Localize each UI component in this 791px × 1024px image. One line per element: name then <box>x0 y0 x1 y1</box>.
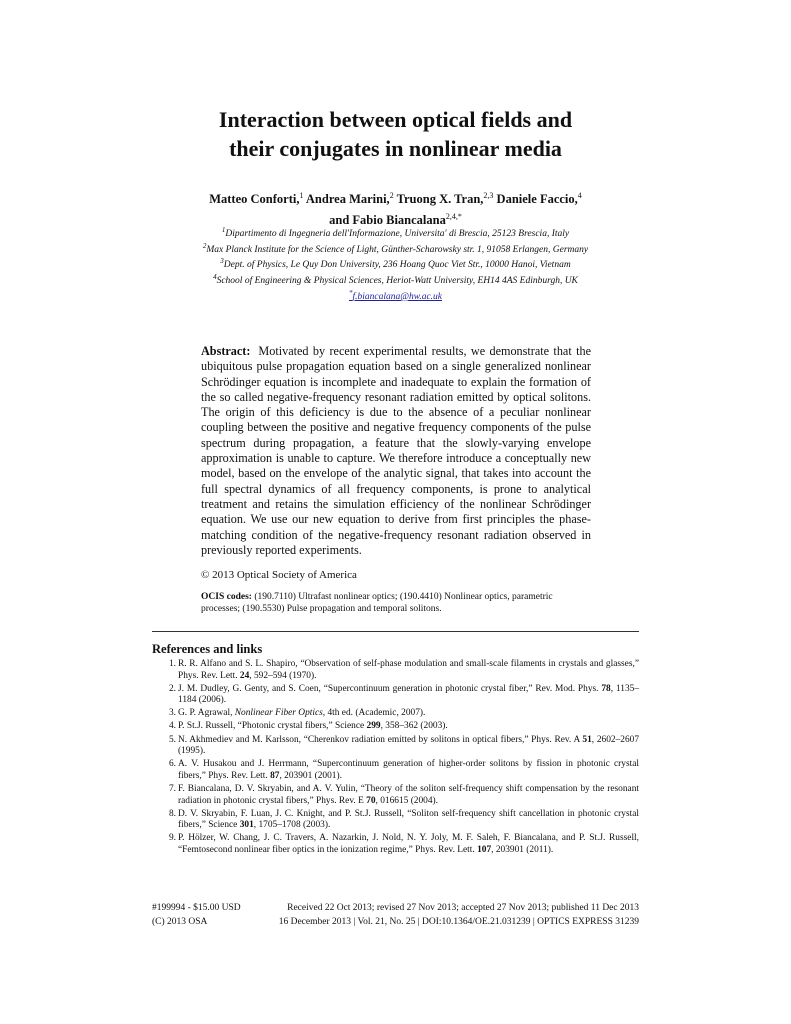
author-name: Truong X. Tran, <box>396 192 484 207</box>
affiliation-item <box>195 225 596 241</box>
reference-text: A. V. Husakou and J. Herrmann, “Supercontinuum generation of higher-order solitons by fission in photonic crystal fibers,” Phys. Rev. Lett. <box>178 759 639 781</box>
footer-price: #199994 - $15.00 USD <box>152 903 241 913</box>
reference-number: 1. <box>168 659 176 669</box>
author-name: Fabio Biancalana <box>352 213 446 228</box>
reference-pages: , 1705–1708 (2003). <box>253 820 331 831</box>
affiliation-text: Dept. of Physics, Le Quy Don University, 236 Hoang Quoc Viet Str., 10000 Hanoi, Vietnam <box>223 260 571 271</box>
reference-item <box>152 684 639 707</box>
section-divider <box>152 631 639 632</box>
reference-text: P. St.J. Russell, “Photonic crystal fibers,” Science <box>178 721 367 732</box>
reference-number: 7. <box>168 783 176 794</box>
reference-list <box>152 659 639 858</box>
footer-copyright: (C) 2013 OSA <box>152 917 208 927</box>
author-conjunction: and <box>329 213 350 228</box>
reference-item <box>152 759 639 782</box>
ocis-text: (190.7110) Ultrafast nonlinear optics; (190.4410) Nonlinear optics, parametric processes; (190.5530) Pulse propagation and temporal solitons. <box>201 592 553 614</box>
corresponding-email-link[interactable] <box>348 288 443 302</box>
abstract <box>201 344 591 558</box>
reference-text: R. R. Alfano and S. L. Shapiro, “Observation of self-phase modulation and small-scale filaments in crystals and glasses,” Phys. Rev. Lett. <box>178 659 639 681</box>
reference-pages: , 203901 (2011). <box>491 844 554 855</box>
author-affil-mark: 4 <box>577 191 582 200</box>
footer-dates: Received 22 Oct 2013; revised 27 Nov 2013; accepted 27 Nov 2013; published 11 Dec 2013 <box>287 903 639 913</box>
affiliation-text: Dipartimento di Ingegneria dell'Informazione, Universita' di Brescia, 25123 Brescia, Italy <box>225 229 570 240</box>
reference-number: 4. <box>168 721 176 732</box>
reference-number: 3. <box>168 708 176 719</box>
affiliation-mark: 3 <box>220 257 224 266</box>
reference-volume: 87 <box>270 770 280 781</box>
reference-text: F. Biancalana, D. V. Skryabin, and A. V. Yulin, “Theory of the soliton self-frequency shift compensation by the resonant radiation in photonic crystal fibers,” Phys. Rev. E <box>178 783 639 806</box>
reference-item <box>152 809 639 832</box>
reference-pages: , 203901 (2001). <box>279 770 342 781</box>
reference-item <box>152 708 639 720</box>
affiliation-mark: 1 <box>221 226 226 234</box>
reference-pages: , 2602–2607 (1995). <box>178 734 640 757</box>
ocis-label: OCIS codes: <box>201 592 252 602</box>
affiliation-text: School of Engineering & Physical Sciences, Heriot-Watt University, EH14 4AS Edinburgh, UK <box>216 276 578 287</box>
references-heading: References and links <box>152 642 263 656</box>
affiliation-mark: 4 <box>213 272 217 281</box>
reference-volume: 51 <box>582 734 592 745</box>
reference-number: 2. <box>168 683 176 694</box>
abstract-label: Abstract: <box>201 344 251 358</box>
author-affil-mark: 2 <box>389 191 394 200</box>
author-affil-mark: 2,4,* <box>445 212 462 222</box>
reference-number: 9. <box>168 833 176 844</box>
affiliation-text: Max Planck Institute for the Science of Light, Günther-Scharowsky str. 1, 91058 Erlangen, Germany <box>206 244 589 255</box>
reference-text: P. Hölzer, W. Chang, J. C. Travers, A. Nazarkin, J. Nold, N. Y. Joly, M. F. Saleh, F. Biancalana, and P. St.J. Russell, “Femtosecond nonlinear fiber optics in the ionization regime,” Phys. Rev. Lett. <box>178 833 639 855</box>
author-name: Andrea Marini, <box>305 192 390 207</box>
reference-text: N. Akhmediev and M. Karlsson, “Cherenkov radiation emitted by solitons in optical fibers,” Phys. Rev. A <box>178 734 583 745</box>
reference-text: J. M. Dudley, G. Genty, and S. Coen, “Supercontinuum generation in photonic crystal fiber,” Rev. Mod. Phys. <box>178 683 602 694</box>
abstract-text: Motivated by recent experimental results, we demonstrate that the ubiquitous pulse propagation equation based on a single generalized nonlinear Schrödinger equation is incomplete and inadequate to explain the formation of the so called negative-frequency resonant radiation emitted by optical solitons. The origin of this deficiency is due to the absence of a peculiar nonlinear coupling between the positive and negative frequency components of the pulse spectrum during propagation, a feature that the slowly-varying envelope approximation is unable to capture. We therefore introduce a conceptually new model, based on the envelope of the analytic signal, that takes into account the full spectral dynamics of all frequency components, is prone to analytical treatment and retains the simulation efficiency of the nonlinear Schrödinger equation. We use our new equation to derive from first principles the phase-matching condition of the negative-frequency resonant radiation observed in previously reported experiments. <box>201 344 591 557</box>
reference-volume: 70 <box>366 795 376 806</box>
reference-item <box>152 735 639 758</box>
reference-text: D. V. Skryabin, F. Luan, J. C. Knight, and P. St.J. Russell, “Soliton self-frequency shift cancellation in photonic crystal fibers,” Science <box>178 808 639 831</box>
reference-item <box>152 721 639 733</box>
affiliation-item <box>195 256 596 272</box>
affiliation-item <box>195 272 596 288</box>
reference-pages: , 016615 (2004). <box>375 795 439 806</box>
ocis-codes <box>201 591 591 615</box>
author-affil-mark: 2,3 <box>483 191 494 200</box>
copyright-notice: © 2013 Optical Society of America <box>201 569 357 581</box>
email-text: f.biancalana@hw.ac.uk <box>352 291 443 302</box>
author-name: Matteo Conforti, <box>209 192 300 207</box>
reference-number: 5. <box>168 734 176 745</box>
affiliations <box>195 225 596 303</box>
email-mark: * <box>348 288 353 297</box>
reference-volume: 107 <box>477 844 492 855</box>
reference-item <box>152 833 639 856</box>
email-line <box>195 288 596 304</box>
author-name: Daniele Faccio, <box>496 192 578 207</box>
footer-citation: 16 December 2013 | Vol. 21, No. 25 | DOI:10.1364/OE.21.031239 | OPTICS EXPRESS 31239 <box>278 917 639 927</box>
reference-volume: 301 <box>239 820 254 831</box>
reference-volume: 24 <box>239 670 250 681</box>
reference-item <box>152 659 639 682</box>
title-line-2: their conjugates in nonlinear media <box>229 136 562 161</box>
author-list <box>200 187 591 229</box>
reference-pages: , 358–362 (2003). <box>380 721 448 732</box>
reference-volume: 78 <box>601 683 611 694</box>
reference-number: 6. <box>168 759 176 770</box>
author-affil-mark: 1 <box>299 191 304 200</box>
reference-book-title: Nonlinear Fiber Optics <box>234 708 323 719</box>
reference-pages: , 592–594 (1970). <box>249 670 317 681</box>
reference-pages: , 1135–1184 (2006). <box>178 683 640 706</box>
reference-pages: , 4th ed. (Academic, 2007). <box>322 708 426 719</box>
reference-text: G. P. Agrawal, <box>178 708 235 719</box>
reference-item <box>152 784 639 807</box>
paper-title <box>0 105 791 163</box>
title-line-1: Interaction between optical fields and <box>218 107 573 132</box>
affiliation-mark: 2 <box>202 241 207 250</box>
affiliation-item <box>195 241 596 257</box>
reference-number: 8. <box>168 808 176 819</box>
reference-volume: 299 <box>366 721 381 732</box>
